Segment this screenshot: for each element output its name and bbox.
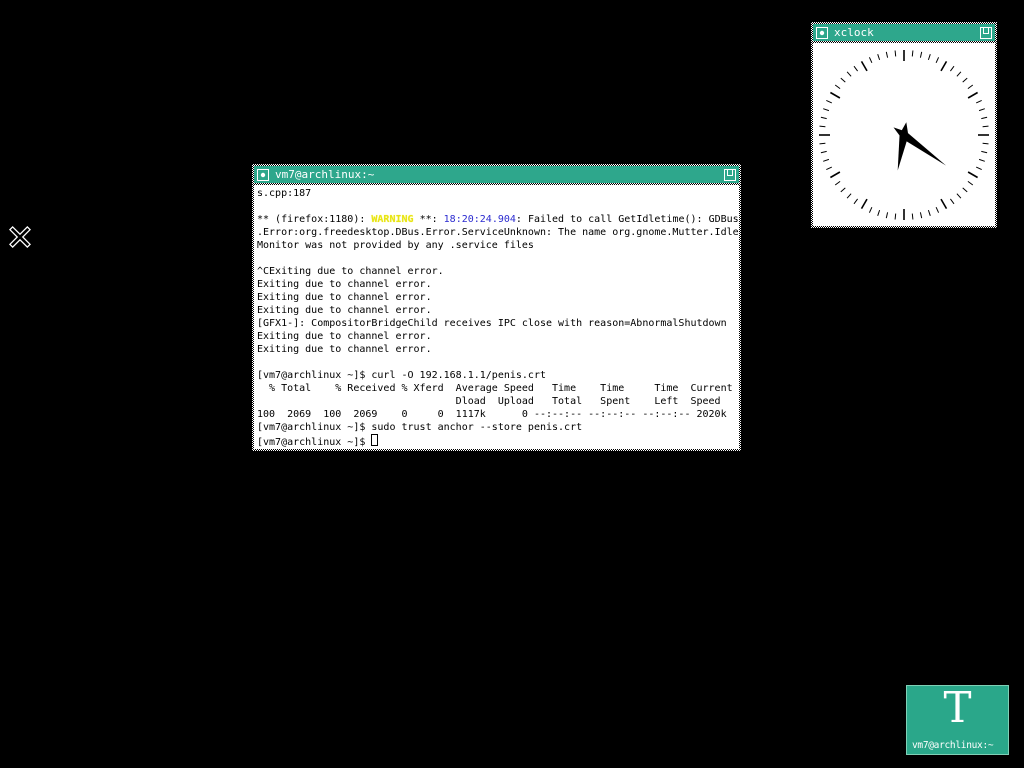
- terminal-line: [257, 434, 739, 449]
- terminal-text: ** (firefox:1180):: [257, 214, 372, 225]
- terminal-text: : Failed to call GetIdletime(): GDBus: [515, 214, 739, 225]
- log-time-text: 18:20:24.904: [443, 214, 516, 225]
- terminal-content[interactable]: [254, 185, 739, 449]
- terminal-text: [vm7@archlinux ~]$: [257, 437, 372, 448]
- xterm-titlebar[interactable]: [254, 166, 739, 183]
- analog-clock: [813, 43, 995, 226]
- terminal-line: [257, 252, 739, 265]
- xterm-icon-label: vm7@archlinux:~: [912, 740, 994, 751]
- xclock-titlebar[interactable]: [813, 24, 995, 41]
- terminal-line: Exiting due to channel error.: [257, 279, 432, 290]
- terminal-line: [vm7@archlinux ~]$ sudo trust anchor --store penis.crt: [257, 422, 583, 433]
- resize-button[interactable]: [724, 169, 736, 181]
- resize-button[interactable]: [980, 27, 992, 39]
- terminal-line: s.cpp:187: [257, 188, 312, 199]
- xclock-window-title: xclock: [834, 26, 874, 39]
- terminal-line: .Error:org.freedesktop.DBus.Error.ServiceUnknown: The name org.gnome.Mutter.Idle: [257, 227, 739, 238]
- terminal-line: % Total % Received % Xferd Average Speed Time Time Time Current: [257, 383, 733, 394]
- terminal-line: Exiting due to channel error.: [257, 344, 432, 355]
- xterm-T-icon: T: [943, 683, 972, 732]
- terminal-line: ^CExiting due to channel error.: [257, 266, 444, 277]
- terminal-line: [vm7@archlinux ~]$ curl -O 192.168.1.1/penis.crt: [257, 370, 546, 381]
- terminal-line: [257, 356, 739, 369]
- xterm-window: [252, 164, 741, 451]
- iconify-button[interactable]: [257, 169, 269, 181]
- log-warning-text: WARNING: [371, 214, 414, 225]
- terminal-line: [257, 213, 739, 226]
- terminal-cursor: [371, 434, 378, 446]
- terminal-line: Exiting due to channel error.: [257, 292, 432, 303]
- xclock-face-area: [813, 43, 995, 226]
- terminal-line: 100 2069 100 2069 0 0 1117k 0 --:--:-- --:--:-- --:--:-- 2020k: [257, 409, 727, 420]
- iconify-button[interactable]: [816, 27, 828, 39]
- xterm-desktop-icon[interactable]: [906, 685, 1009, 755]
- terminal-line: [GFX1-]: CompositorBridgeChild receives IPC close with reason=AbnormalShutdown: [257, 318, 727, 329]
- x-cursor-icon: [9, 226, 31, 248]
- xclock-window: [811, 22, 997, 228]
- terminal-line: [257, 200, 739, 213]
- terminal-line: Monitor was not provided by any .service files: [257, 240, 534, 251]
- terminal-line: Exiting due to channel error.: [257, 331, 432, 342]
- terminal-line: Dload Upload Total Spent Left Speed: [257, 396, 721, 407]
- terminal-line: Exiting due to channel error.: [257, 305, 432, 316]
- terminal-text: **:: [413, 214, 444, 225]
- xterm-window-title: vm7@archlinux:~: [275, 168, 375, 181]
